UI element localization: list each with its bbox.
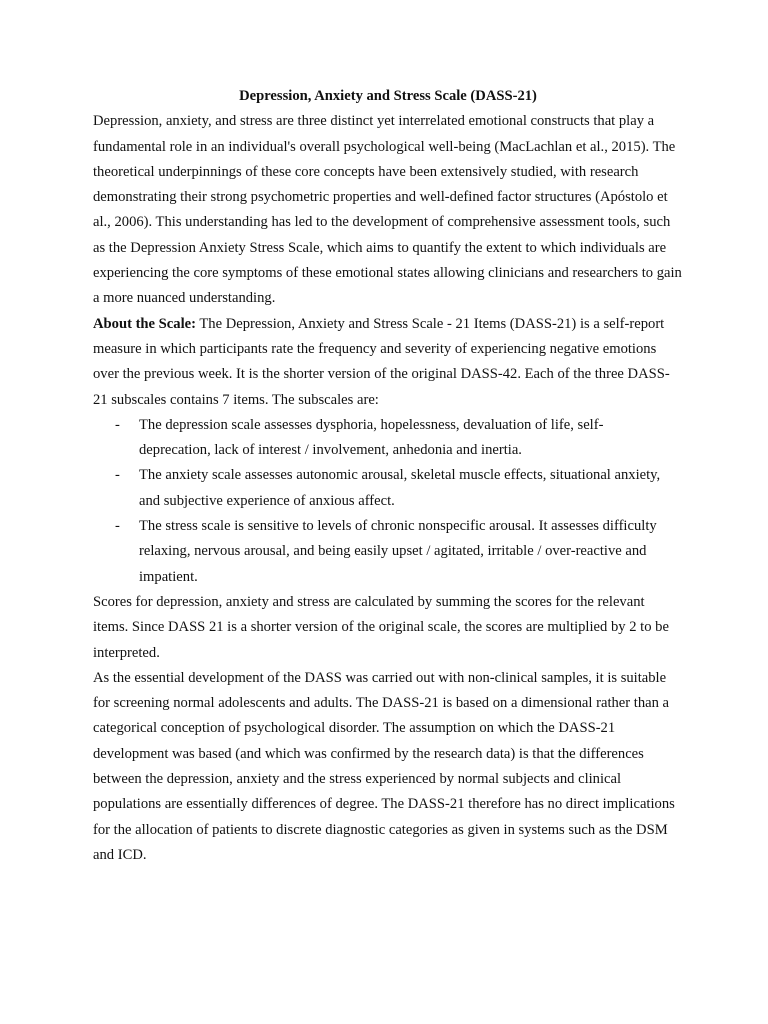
- subscale-depression: The depression scale assesses dysphoria, hopelessness, devaluation of life, self-deprecation, lack of interest / involvement, anhedonia and inertia.: [139, 416, 604, 459]
- bullet-dash: -: [115, 467, 120, 484]
- list-item: [93, 463, 683, 514]
- bullet-dash: -: [115, 416, 120, 433]
- list-item: [93, 413, 683, 464]
- development-paragraph: As the essential development of the DASS was carried out with non-clinical samples, it is suitable for screening normal adolescents and adults. The DASS-21 is based on a dimensional rather than a categorical conception of psychological disorder. The assumption on which the DASS-21 development was based (and which was confirmed by the research data) is that the differences between the depression, anxiety and the stress experienced by normal subjects and clinical populations are essentially differences of degree. The DASS-21 therefore has no direct implications for the allocation of patients to discrete diagnostic categories as given in systems such as the DSM and ICD.: [93, 669, 675, 863]
- scoring-paragraph: Scores for depression, anxiety and stress are calculated by summing the scores for the relevant items. Since DASS 21 is a shorter version of the original scale, the scores are multiplied by 2 to be interpreted.: [93, 593, 669, 661]
- document-title: Depression, Anxiety and Stress Scale (DASS-21): [239, 88, 537, 104]
- subscale-stress: The stress scale is sensitive to levels of chronic nonspecific arousal. It assesses difficulty relaxing, nervous arousal, and being easily upset / agitated, irritable / over-reactive and impatient.: [139, 518, 657, 585]
- about-paragraph: [93, 312, 683, 413]
- subscale-list: [93, 413, 683, 590]
- list-item: [93, 514, 683, 590]
- about-label: About the Scale:: [93, 315, 196, 332]
- subscale-anxiety: The anxiety scale assesses autonomic arousal, skeletal muscle effects, situational anxiety, and subjective experience of anxious affect.: [139, 467, 661, 509]
- about-text: The Depression, Anxiety and Stress Scale - 21 Items (DASS-21) is a self-report measure in which participants rate the frequency and severity of experiencing negative emotions over the previous week. It is the shorter version of the original DASS-42. Each of the three DASS-21 subscales contains 7 items. The subscales are:: [93, 315, 670, 408]
- document-page: [93, 84, 683, 868]
- intro-paragraph: Depression, anxiety, and stress are three distinct yet interrelated emotional constructs that play a fundamental role in an individual's overall psychological well-being (MacLachlan et al., 2015). The theoretical underpinnings of these core concepts have been extensively studied, with research demonstrating their strong psychometric properties and well-defined factor structures (Apóstolo et al., 2006). This understanding has led to the development of comprehensive assessment tools, such as the Depression Anxiety Stress Scale, which aims to quantify the extent to which individuals are experiencing the core symptoms of these emotional states allowing clinicians and researchers to gain a more nuanced understanding.: [93, 113, 682, 307]
- bullet-dash: -: [115, 518, 120, 535]
